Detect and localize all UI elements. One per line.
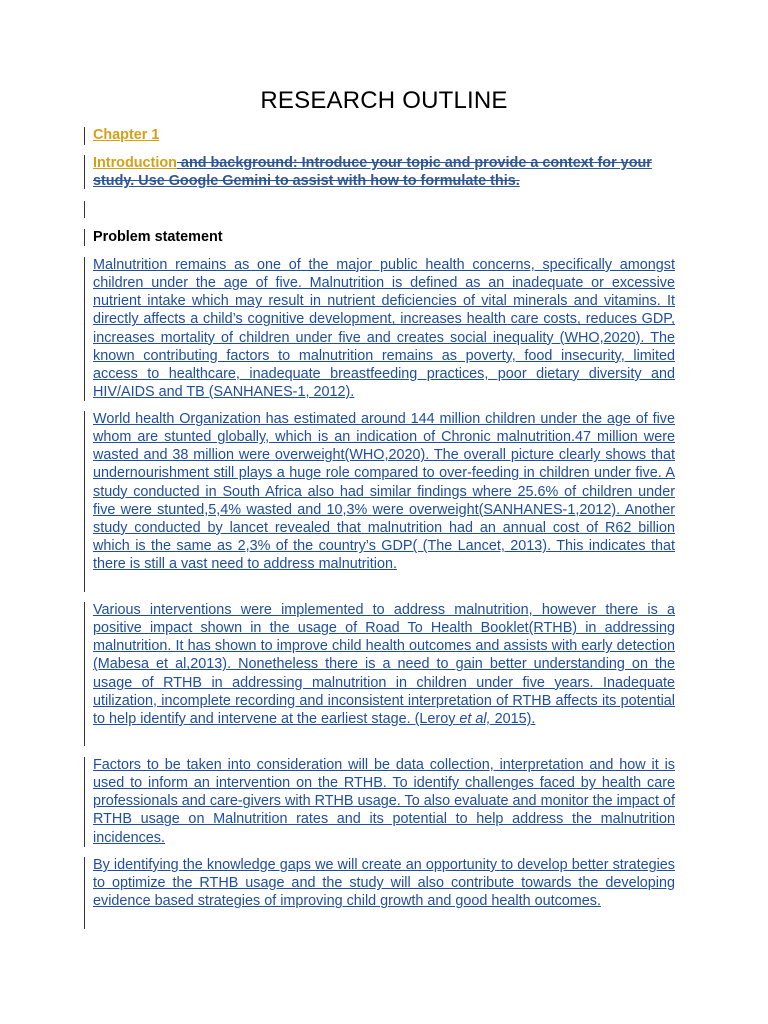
- change-bar: [84, 229, 85, 246]
- paragraph-text: Factors to be taken into consideration will be data collection, interpretation and how it is used to inform an intervention on the RTHB. To identify challenges faced by health care professionals and care-givers with RTHB usage. To also evaluate and monitor the impact of RTHB usage on Malnutrition rates and its potential to help address the malnutrition incidences.: [93, 757, 675, 846]
- section-heading-text: Problem statement: [93, 229, 223, 245]
- paragraph: [93, 756, 675, 847]
- citation-tail-text: 2015).: [490, 710, 536, 727]
- change-bar: [84, 411, 85, 592]
- change-bar: [84, 602, 85, 746]
- paragraph: [93, 601, 675, 728]
- paragraph-text: Various interventions were implemented to address malnutrition, however there is a positive impact shown in the usage of Road To Health Booklet(RTHB) in addressing malnutrition. It has shown to improve child health outcomes and assists with early detection (Mabesa et al,2013). Nonetheless there is a need to gain better understanding on the usage of RTHB in addressing malnutrition in children under five years. Inadequate utilization, incomplete recording and inconsistent interpretation of RTHB affects its potential to help identify and intervene at the earliest stage. (Leroy: [93, 602, 675, 727]
- problem-statement-heading: [93, 228, 675, 246]
- change-bar: [84, 155, 85, 189]
- change-bar: [84, 857, 85, 929]
- introduction-heading: [93, 154, 675, 190]
- paragraph-text: World health Organization has estimated around 144 million children under the age of five whom are stunted globally, which is an indication of Chronic malnutrition.47 million were wasted and 38 million were overweight(WHO,2020). The overall picture clearly shows that undernourishment still plays a huge role compared to over-feeding in children under five. A study conducted in South Africa also had similar findings where 25.6% of children under five were stunted,5,4% wasted and 10,3% were overweight(SANHANES-1,2012). Another study conducted by lancet revealed that malnutrition had an annual cost of R62 billion which is the same as 2,3% of the country’s GDP( (The Lancet, 2013). This indicates that there is still a vast need to address malnutrition.: [93, 411, 675, 573]
- italic-citation-text: et al,: [459, 710, 491, 727]
- change-bar: [84, 757, 85, 847]
- change-bar: [84, 201, 85, 218]
- paragraph-text: Malnutrition remains as one of the major public health concerns, specifically amongst children under the age of five. Malnutrition is defined as an inadequate or excessive nutrient intake which may result in nutrient deficiencies of vital minerals and vitamins. It directly affects a child’s cognitive development, increases health care costs, reduces GDP, increases mortality of children under five and creates social inequality (WHO,2020). The known contributing factors to malnutrition remains as poverty, food insecurity, limited access to healthcare, inadequate breastfeeding practices, poor dietary diversity and HIV/AIDS and TB (SANHANES-1, 2012).: [93, 257, 675, 401]
- deleted-instruction-text: and background: Introduce your topic and provide a context for your study. Use Google Gemini to assist with how to formulate this.: [93, 155, 652, 190]
- introduction-label: Introduction: [93, 155, 177, 171]
- paragraph: [93, 410, 675, 573]
- chapter-heading: [93, 126, 675, 144]
- document-title: RESEARCH OUTLINE: [260, 87, 508, 114]
- change-bar: [84, 257, 85, 401]
- chapter-heading-text: Chapter 1: [93, 127, 160, 143]
- paragraph-text: By identifying the knowledge gaps we will create an opportunity to develop better strategies to optimize the RTHB usage and the study will also contribute towards the developing evidence based strategies of improving child growth and good health outcomes.: [93, 857, 675, 910]
- change-bar: [84, 127, 85, 145]
- paragraph: [93, 856, 675, 910]
- paragraph: [93, 256, 675, 401]
